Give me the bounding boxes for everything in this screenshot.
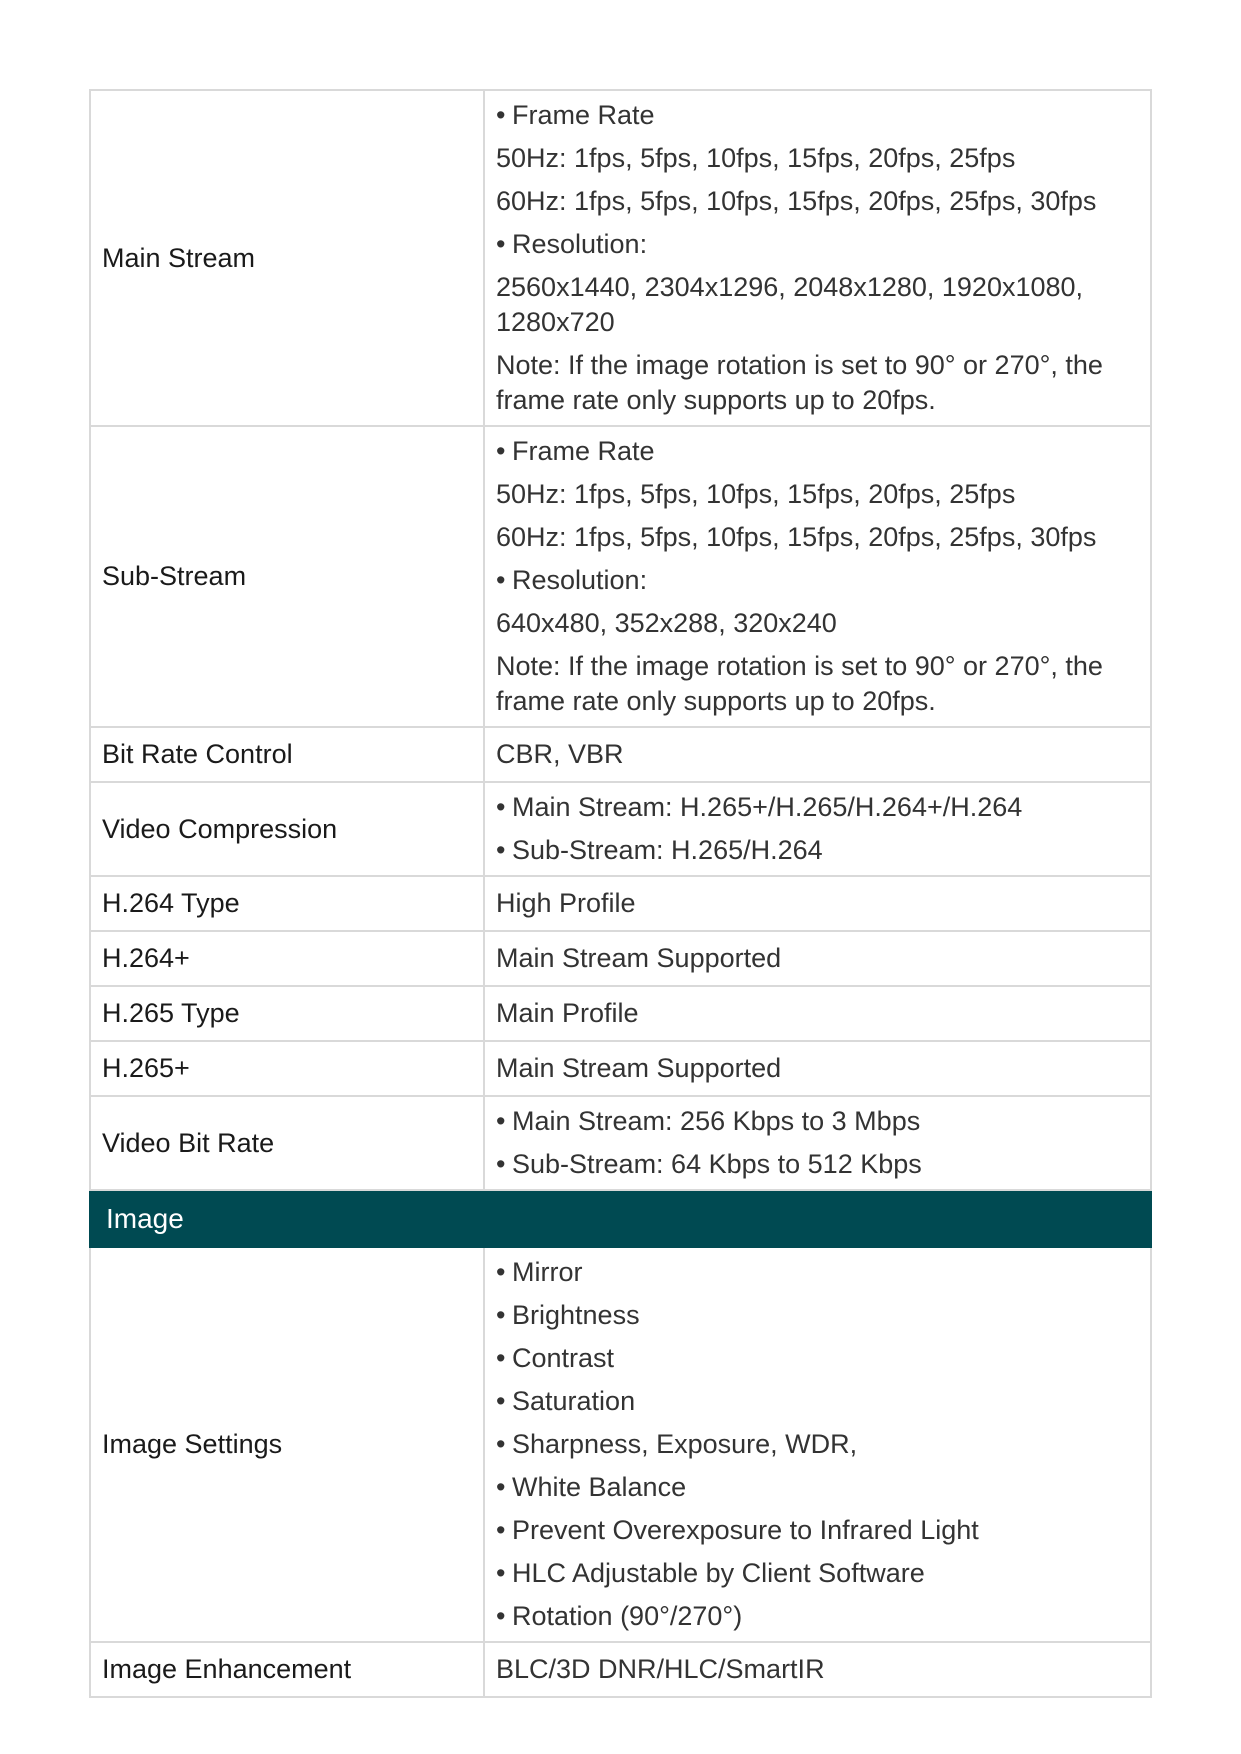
bullet-icon: • xyxy=(496,1515,506,1545)
bullet-icon: • xyxy=(496,100,506,130)
list-item xyxy=(496,1341,1139,1376)
table-row-image-settings xyxy=(90,1247,1151,1642)
row-label: Video Compression xyxy=(90,782,484,876)
bullet-icon: • xyxy=(496,1472,506,1502)
list-item-text: Resolution: xyxy=(512,229,648,259)
row-value xyxy=(484,1096,1151,1190)
row-value: Main Profile xyxy=(484,986,1151,1041)
bullet-icon: • xyxy=(496,1601,506,1631)
row-value: Main Stream Supported xyxy=(484,1041,1151,1096)
value-text: 60Hz: 1fps, 5fps, 10fps, 15fps, 20fps, 25fps, 30fps xyxy=(496,186,1097,216)
list-item-text: Sub-Stream: 64 Kbps to 512 Kbps xyxy=(512,1149,922,1179)
list-item xyxy=(496,1513,1139,1548)
value-text: 60Hz: 1fps, 5fps, 10fps, 15fps, 20fps, 25fps, 30fps xyxy=(496,522,1097,552)
row-value: Main Stream Supported xyxy=(484,931,1151,986)
table-row-h265-type xyxy=(90,986,1151,1041)
list-item-text: HLC Adjustable by Client Software xyxy=(512,1558,925,1588)
list-item xyxy=(496,1384,1139,1419)
row-label: Sub-Stream xyxy=(90,426,484,727)
row-label: Main Stream xyxy=(90,90,484,426)
bullet-icon: • xyxy=(496,1558,506,1588)
row-label: H.264 Type xyxy=(90,876,484,931)
list-item xyxy=(496,1470,1139,1505)
table-row-h264-type xyxy=(90,876,1151,931)
row-label: H.265 Type xyxy=(90,986,484,1041)
list-item-text: Prevent Overexposure to Infrared Light xyxy=(512,1515,979,1545)
bullet-icon: • xyxy=(496,1300,506,1330)
list-item xyxy=(496,1147,1139,1182)
table-row-video-bit-rate xyxy=(90,1096,1151,1190)
list-item xyxy=(496,563,1139,598)
list-item xyxy=(496,1298,1139,1333)
bullet-icon: • xyxy=(496,1343,506,1373)
row-value xyxy=(484,90,1151,426)
table-row-main-stream xyxy=(90,90,1151,426)
list-item xyxy=(496,1255,1139,1290)
spec-page xyxy=(89,89,1152,1698)
table-row-sub-stream xyxy=(90,426,1151,727)
list-item xyxy=(496,790,1139,825)
section-title: Image xyxy=(90,1190,1151,1247)
note-text: frame rate only supports up to 20fps. xyxy=(496,385,936,415)
list-item-text: Rotation (90°/270°) xyxy=(512,1601,743,1631)
list-item-text: Main Stream: H.265+/H.265/H.264+/H.264 xyxy=(512,792,1023,822)
note-text: Note: If the image rotation is set to 90° or 270°, the xyxy=(496,350,1103,380)
list-item-text: Sharpness, Exposure, WDR, xyxy=(512,1429,858,1459)
list-item xyxy=(496,1104,1139,1139)
list-item-text: White Balance xyxy=(512,1472,687,1502)
bullet-icon: • xyxy=(496,436,506,466)
list-item xyxy=(496,98,1139,133)
row-value: BLC/3D DNR/HLC/SmartIR xyxy=(484,1642,1151,1697)
list-item-text: Mirror xyxy=(512,1257,583,1287)
row-value: High Profile xyxy=(484,876,1151,931)
list-item-text: Brightness xyxy=(512,1300,640,1330)
image-settings-list xyxy=(496,1255,1139,1634)
row-label: Video Bit Rate xyxy=(90,1096,484,1190)
list-item-text: Resolution: xyxy=(512,565,648,595)
table-row-h265-plus xyxy=(90,1041,1151,1096)
row-value xyxy=(484,1247,1151,1642)
bullet-icon: • xyxy=(496,1257,506,1287)
row-label: Bit Rate Control xyxy=(90,727,484,782)
list-item xyxy=(496,1427,1139,1462)
bullet-icon: • xyxy=(496,1429,506,1459)
list-item-text: Frame Rate xyxy=(512,436,655,466)
row-value xyxy=(484,782,1151,876)
bullet-icon: • xyxy=(496,1386,506,1416)
bullet-icon: • xyxy=(496,792,506,822)
value-text: 50Hz: 1fps, 5fps, 10fps, 15fps, 20fps, 25fps xyxy=(496,479,1016,509)
list-item-text: Sub-Stream: H.265/H.264 xyxy=(512,835,823,865)
list-item xyxy=(496,227,1139,262)
table-row-image-enhancement xyxy=(90,1642,1151,1697)
row-value xyxy=(484,426,1151,727)
bullet-icon: • xyxy=(496,229,506,259)
list-item-text: Frame Rate xyxy=(512,100,655,130)
bullet-icon: • xyxy=(496,1106,506,1136)
list-item xyxy=(496,1556,1139,1591)
list-item-text: Contrast xyxy=(512,1343,615,1373)
row-label: H.264+ xyxy=(90,931,484,986)
spec-table xyxy=(89,89,1152,1698)
row-value: CBR, VBR xyxy=(484,727,1151,782)
bullet-icon: • xyxy=(496,835,506,865)
value-text: 2560x1440, 2304x1296, 2048x1280, 1920x1080, xyxy=(496,272,1084,302)
list-item xyxy=(496,1599,1139,1634)
note-text: frame rate only supports up to 20fps. xyxy=(496,686,936,716)
table-row-h264-plus xyxy=(90,931,1151,986)
row-label: H.265+ xyxy=(90,1041,484,1096)
row-label: Image Settings xyxy=(90,1247,484,1642)
note-text: Note: If the image rotation is set to 90° or 270°, the xyxy=(496,651,1103,681)
value-text: 640x480, 352x288, 320x240 xyxy=(496,608,837,638)
bullet-icon: • xyxy=(496,1149,506,1179)
list-item-text: Main Stream: 256 Kbps to 3 Mbps xyxy=(512,1106,921,1136)
table-row-bit-rate-control xyxy=(90,727,1151,782)
value-text: 1280x720 xyxy=(496,307,615,337)
list-item xyxy=(496,833,1139,868)
bullet-icon: • xyxy=(496,565,506,595)
section-header-image xyxy=(90,1190,1151,1247)
value-text: 50Hz: 1fps, 5fps, 10fps, 15fps, 20fps, 25fps xyxy=(496,143,1016,173)
list-item xyxy=(496,434,1139,469)
list-item-text: Saturation xyxy=(512,1386,636,1416)
row-label: Image Enhancement xyxy=(90,1642,484,1697)
table-row-video-compression xyxy=(90,782,1151,876)
